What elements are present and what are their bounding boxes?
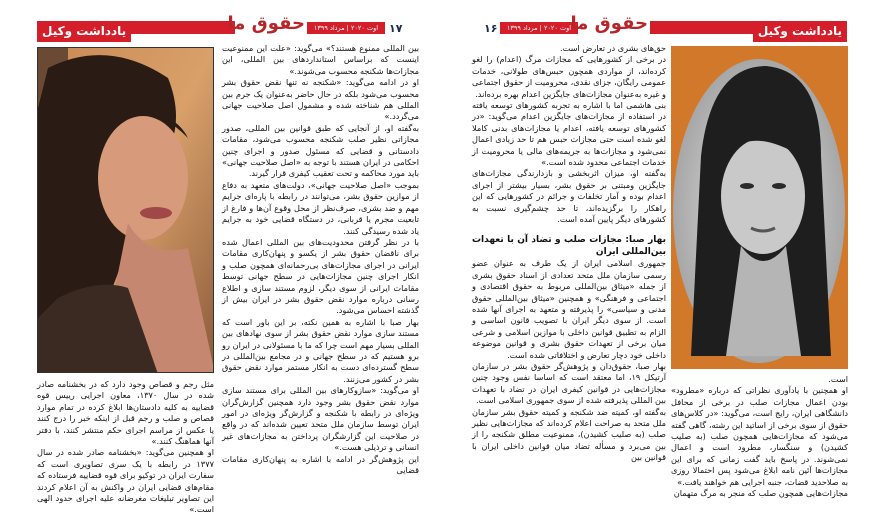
right-page-number: ۱۶	[484, 22, 498, 35]
paragraph: بین المللی ممنوع هستند؟» می‌گوید: «علت این ممنوعیت اینست که براساس استانداردهای بین المللی، این مجازات‌ها شکنجه محسوب می‌شوند.»	[222, 43, 419, 76]
right-portrait-photo	[671, 46, 848, 369]
left-date: اوت ۲۰۲۰ | مرداد ۱۳۹۹	[307, 22, 385, 34]
right-main-column	[472, 43, 666, 464]
paragraph: به‌گفته او، کمیته ضد شکنجه و کمیته حقوق بشر سازمان ملل متحد به صراحت اعلام کرده‌اند که مجازات‌هایی نظیر صلب (به صلیب کشیدن)، ممنوعیت مطلق شکنجه را از بین می‌برد و مسأله تضاد میان قوانین داخلی ایران با قوانین بین	[472, 406, 666, 463]
right-under-photo-column	[671, 374, 848, 499]
paragraph: در برخی از کشورهایی که مجازات مرگ (اعدام) را لغو کرده‌اند، از مواردی همچون حبس‌های طولانی، خدمات عمومی رایگان، جزای نقدی، محرومیت از حقوق اجتماعی و غیره به‌عنوان مجازات‌های جایگزین اعدام بهره برده‌اند.	[472, 54, 666, 99]
portrait-woman-bw-image	[671, 46, 848, 369]
left-magazine-title: حقوق ما	[227, 13, 305, 34]
paragraph: حق‌های بشری در تعارض است.	[560, 43, 666, 53]
paragraph: بهار صبا، حقوق‌دان و پژوهش‌گر حقوق بشر در سازمان آرتیکل ۱۹، اما معتقد است که اساسا نفس وجود چنین مجازات‌هایی در قوانین کیفری ایران در تضاد با تعهدات بین المللی پذیرفته شده از سوی جمهوری اسلامی است.	[472, 360, 666, 406]
right-section-label: یادداشت وکیل	[753, 21, 847, 42]
portrait-woman-smiling-image	[38, 48, 214, 373]
paragraph: است.	[828, 374, 848, 384]
left-under-photo-column	[37, 379, 214, 516]
paragraph: به‌گفته او، میزان اثربخشی و بازدارندگی مجازات‌های جایگزین ومبتنی بر حقوق بشر، بسیار بیشتر از اجرای اعدام بوده و آمار تخلفات و جرائم در کشورهایی که این راهکار را برگزیده‌اند، تا حد چشم‌گیری نسبت به کشورهای دیگر پایین آمده است.	[472, 168, 666, 225]
left-page-number: ۱۷	[389, 22, 403, 35]
paragraph: با در نظر گرفتن محدودیت‌های بین المللی اعمال شده برای ناقضان حقوق بشر از یکسو و پنهان‌کاری مقامات ایرانی در اجرای مجازات‌های بی‌رحمانه‌ای همچون صلب و انکار اجرای چنین مجازات‌هایی در سطح جهانی توسط مقامات ایرانی از سوی دیگر، لزوم مستند سازی و اطلاع رسانی درباره موارد نقض حقوق بشر در ایران بیش از گذشته احساس می‌شود.	[222, 236, 419, 316]
paragraph: او همچنین می‌گوید: «بخشنامه صادر شده در سال ۱۳۷۷ در رابطه با یک سری تصاویری است که سفارت ایران در توکیو برای قوه قضاییه فرستاده که مقام‌های قضایی ایران در واکنش به آن اعلام کردند این تصاویر تبلیغات مغرضانه علیه اجرای حدود الهی است.»	[37, 447, 214, 515]
paragraph: به‌گفته او، از آنجایی که طبق قوانین بین المللی، صدور مجازاتی نظیر صلب شکنجه محسوب می‌شود، مقامات دادستانی و قضایی که مسئول صدور و اجرای چنین احکامی در ایران هستند با توجه به «اصل صلاحیت جهانی» باید مورد محاکمه و تحت تعقیب کیفری قرار گیرند.	[222, 122, 419, 179]
right-magazine-title: حقوق ما	[570, 13, 648, 34]
paragraph: بهار صبا با اشاره به همین نکته، بر این باور است که مستند سازی موارد نقض حقوق بشر از سوی نهادهای بین المللی بسیار مهم است چرا که ما با مسئولانی در ایران رو برو هستیم که در سطح جهانی و در مجامع بین‌المللی در سطح گسترده‌ای دست به انکار مستمر موارد نقض حقوق بشر در کشور می‌زنند.	[222, 316, 419, 384]
right-date: اوت ۲۰۲۰ | مرداد ۱۳۹۹	[500, 22, 578, 34]
paragraph: مثل رجم و قصاص وجود دارد که در بخشنامه صادر شده در سال ۱۳۷۰، معاون اجرایی رییس قوه قضاییه به کلیه دادستان‌ها ابلاغ کرده در تمام موارد قصاص و صلب و رجم قبل از اینکه خبر را درج کنند یا عکس از مراسم اجرای حکم منتشر کنند، با دفتر آنها هماهنگ کنند.»	[37, 379, 214, 447]
paragraph: بموجب «اصل صلاحیت جهانی»، دولت‌های متعهد به دفاع از موازین حقوق بشر، می‌توانند در رابطه با پاره‌ای جرایم مهم و ضد بشری، صرف‌نظر از محل وقوع آن‌ها و فارغ از تابعیت مجرم یا قربانی، در دستگاه قضایی خود به جرایم یاد شده رسیدگی کنند.	[222, 179, 419, 236]
paragraph: این پژوهش‌گر در ادامه با اشاره به پنهان‌کاری مقامات قضایی	[222, 453, 419, 476]
subheading: بهار صبا: مجازات صلب و تضاد آن با تعهدات بین‌المللی ایران	[472, 234, 666, 257]
paragraph: بنی هاشمی اما با اشاره به تجربه کشورهای توسعه یافته در استفاده از مجازات‌های جایگزین اعدام می‌گوید: «در کشورهای توسعه یافته، اعدام یا مجازات‌های بدنی کاملا لغو شده است حتی مجازات حبس هم تا حد زیادی اعمال نمی‌شود و مجازات‌ها به جریمه‌های مالی یا محرومیت از خدمات اجتماعی محدود شده است.»	[472, 100, 666, 168]
paragraph: مجازات‌هایی همچون صلب که منجر به مرگ متهمان	[673, 488, 848, 499]
paragraph: او می‌گوید: «سازوکارهای بین المللی برای مستند سازی موارد نقض حقوق بشر وجود دارد همچنین گزارش‌گران ویژه‌ای در رابطه با شکنجه و گزارش‌گر ویژه‌ای در امور ایران توسط سازمان ملل متحد تعیین شده‌اند که در واقع در صلاحیت این گزارشگران پرداختن به مجازات‌های غیر انسانی و ترذیلی هست.»	[222, 385, 419, 453]
paragraph: او در ادامه می‌گوید: «شکنجه نه تنها نقض حقوق بشر محسوب می‌شود بلکه در حال حاضر به‌عنوان یک جرم بین المللی هم شناخته شده و مشمول اصل صلاحیت جهانی می‌گردد.»	[222, 77, 419, 122]
left-section-label: یادداشت وکیل	[37, 21, 131, 42]
paragraph: جمهوری اسلامی ایران از یک طرف به عنوان عضو رسمی سازمان ملل متحد تعدادی از اسناد حقوق بشری از جمله «میثاق بین‌المللی مربوط به حقوق اقتصادی و اجتماعی و فرهنگی» و همچنین «میثاق بین‌المللی حقوق مدنی و سیاسی» را پذیرفته و متعهد به اجرای آنها شده است. از سوی دیگر ایران با تصویب قانون اساسی و الزام به تطبیق قوانین داخلی با موازین اسلامی و شرعی میان برخی از تعهدات حقوق بشری و قوانین موضوعه داخلی خود دچار تعارض و اختلافاتی شده است.	[472, 258, 666, 360]
paragraph: او همچنین با یادآوری نظراتی که درباره «مطرود» بودن اعمال مجازات صلب در برخی از محافل دانشگاهی ایران، رایج است، می‌گوید: «در کلاس‌های حقوق از سوی برخی از اساتید این رشته، گاهی گفته می‌شود که مجازات‌هایی همچون صلب (به صلیب کشیدن) و سنگسار، مطرود است و اعمال نمی‌شوند. در پاسخ باید گفت زمانی که برای این مجازات‌ها آئین نامه ابلاغ می‌شود پس احتمالا روزی به صلاحدید قضات، جنبه اجرایی هم خواهند یافت.»	[671, 385, 848, 487]
left-main-column	[222, 43, 419, 476]
left-portrait-photo	[37, 47, 214, 373]
